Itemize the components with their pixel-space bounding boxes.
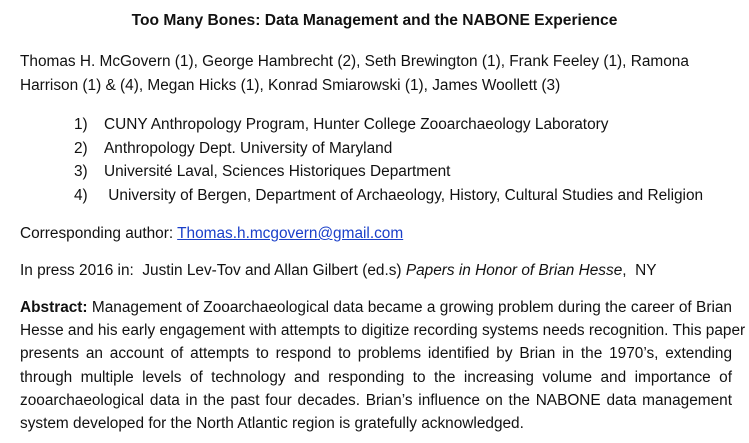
corresponding-label: Corresponding author: bbox=[20, 225, 178, 242]
author-line-2: Harrison (1) & (4), Megan Hicks (1), Konrad Smiarowski (1), James Woollett (3) bbox=[20, 77, 561, 94]
affiliation-text: Université Laval, Sciences Historiques Department bbox=[104, 163, 451, 180]
affiliation-item bbox=[74, 184, 744, 208]
publication-note bbox=[20, 260, 656, 282]
affiliation-item bbox=[74, 137, 744, 161]
in-press-suffix: , NY bbox=[622, 262, 657, 279]
abstract-line: Hesse and his early engagement with attempts to digitize recording systems needs recognition. This paper bbox=[20, 322, 746, 340]
corresponding-author bbox=[20, 223, 403, 245]
abstract-line: through multiple levels of technology and responding to the increasing volume and importance of bbox=[20, 368, 732, 386]
affiliation-text: Anthropology Dept. University of Maryland bbox=[104, 139, 393, 157]
abstract bbox=[20, 296, 746, 435]
affiliation-text: University of Bergen, Department of Archaeology, History, Cultural Studies and Religion bbox=[104, 186, 704, 204]
abstract-line: system developed for the North Atlantic region is gratefully acknowledged. bbox=[20, 415, 524, 433]
book-title: Papers in Honor of Brian Hesse bbox=[405, 262, 623, 279]
abstract-line bbox=[20, 296, 732, 319]
affiliation-number: 2) bbox=[74, 139, 88, 157]
email-link[interactable]: Thomas.h.mcgovern@gmail.com bbox=[177, 225, 404, 242]
affiliation-number: 3) bbox=[74, 163, 88, 180]
author-list bbox=[20, 50, 720, 98]
affiliation-item bbox=[74, 160, 744, 184]
abstract-label: Abstract: bbox=[20, 299, 88, 316]
in-press-prefix: In press 2016 in: Justin Lev-Tov and Allan Gilbert (ed.s) bbox=[20, 262, 406, 279]
abstract-text: Management of Zooarchaeological data became a growing problem during the career of Brian bbox=[87, 299, 732, 316]
author-line-1: Thomas H. McGovern (1), George Hambrecht (2), Seth Brewington (1), Frank Feeley (1), Ramona bbox=[20, 53, 689, 70]
abstract-line: presents an account of attempts to respond to problems identified by Brian in the 1970’s, extending bbox=[20, 345, 732, 363]
affiliation-number: 4) bbox=[74, 186, 88, 204]
paper-title: Too Many Bones: Data Management and the NABONE Experience bbox=[131, 12, 618, 29]
affiliation-item bbox=[74, 113, 744, 137]
affiliation-list bbox=[74, 113, 744, 207]
abstract-line: zooarchaeological data in the past four decades. Brian’s influence on the NABONE data management bbox=[20, 391, 732, 409]
affiliation-text: CUNY Anthropology Program, Hunter College Zooarchaeology Laboratory bbox=[104, 116, 609, 133]
affiliation-number: 1) bbox=[74, 116, 88, 133]
